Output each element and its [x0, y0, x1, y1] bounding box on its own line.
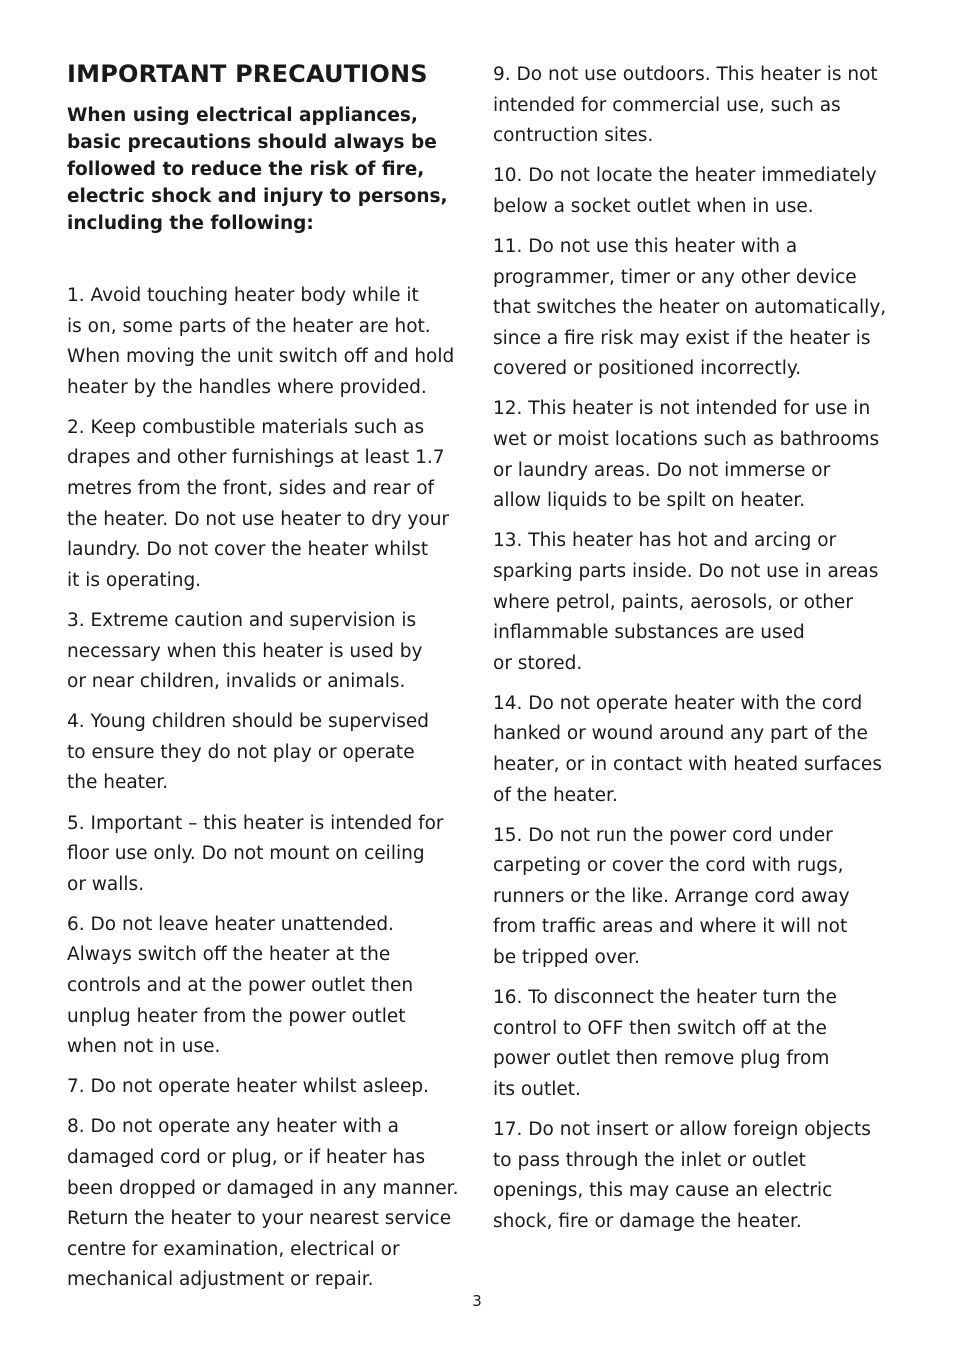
- precaution-line: programmer, timer or any other device: [493, 266, 857, 288]
- precaution-line: inflammable substances are used: [493, 622, 805, 644]
- precaution-line: 8. Do not operate any heater with a: [67, 1116, 399, 1138]
- precaution-line: 14. Do not operate heater with the cord: [493, 692, 863, 714]
- precaution-line: floor use only. Do not mount on ceiling: [67, 843, 425, 865]
- precaution-line: power outlet then remove plug from: [493, 1048, 830, 1070]
- right-precautions-list: [493, 60, 889, 1237]
- intro-line: When using electrical appliances,: [67, 105, 418, 126]
- precaution-line: 17. Do not insert or allow foreign objects: [493, 1119, 871, 1140]
- precaution-line: laundry. Do not cover the heater whilst: [67, 539, 429, 561]
- precaution-line: or near children, invalids or animals.: [67, 671, 406, 693]
- intro-line: followed to reduce the risk of fire,: [67, 159, 425, 180]
- precaution-item: [493, 983, 889, 1105]
- precaution-item: [493, 232, 889, 385]
- precaution-line: 12. This heater is not intended for use in: [493, 398, 871, 420]
- precaution-line: intended for commercial use, such as: [493, 94, 841, 116]
- intro-line: including the following:: [67, 213, 314, 234]
- precaution-item: [493, 821, 889, 974]
- precaution-line: from traffic areas and where it will not: [493, 916, 848, 938]
- precaution-line: heater, or in contact with heated surfaces: [493, 753, 882, 775]
- precaution-item: [67, 707, 463, 799]
- precaution-line: its outlet.: [493, 1078, 581, 1100]
- precaution-item: [493, 394, 889, 516]
- precaution-line: since a fire risk may exist if the heater is: [493, 327, 871, 349]
- precaution-line: the heater. Do not use heater to dry your: [67, 508, 450, 530]
- precaution-line: necessary when this heater is used by: [67, 640, 423, 662]
- page-number: 3: [472, 1292, 482, 1310]
- precaution-item: [493, 60, 889, 152]
- precaution-line: damaged cord or plug, or if heater has: [67, 1146, 426, 1168]
- precaution-line: 10. Do not locate the heater immediately: [493, 165, 877, 187]
- left-column: [67, 60, 463, 1296]
- precaution-line: openings, this may cause an electric: [493, 1180, 833, 1202]
- precaution-line: Always switch off the heater at the: [67, 944, 391, 966]
- precaution-item: [493, 689, 889, 811]
- precaution-line: When moving the unit switch off and hold: [67, 346, 455, 368]
- precaution-item: [493, 161, 889, 222]
- precaution-line: drapes and other furnishings at least 1.7: [67, 447, 445, 469]
- precaution-item: [493, 1115, 889, 1237]
- precaution-line: 13. This heater has hot and arcing or: [493, 530, 837, 552]
- precaution-item: [67, 281, 463, 403]
- precaution-line: to ensure they do not play or operate: [67, 741, 415, 763]
- precaution-line: allow liquids to be spilt on heater.: [493, 490, 806, 512]
- precaution-line: hanked or wound around any part of the: [493, 723, 868, 745]
- precaution-item: [67, 1072, 463, 1103]
- precaution-item: [67, 606, 463, 698]
- precaution-line: covered or positioned incorrectly.: [493, 358, 802, 380]
- precaution-line: centre for examination, electrical or: [67, 1238, 400, 1260]
- precaution-line: 5. Important – this heater is intended for: [67, 812, 444, 834]
- precaution-line: 7. Do not operate heater whilst asleep.: [67, 1076, 430, 1098]
- precaution-line: shock, fire or damage the heater.: [493, 1210, 802, 1232]
- precaution-line: sparking parts inside. Do not use in areas: [493, 560, 879, 582]
- precaution-line: 11. Do not use this heater with a: [493, 235, 798, 257]
- precaution-line: Return the heater to your nearest service: [67, 1208, 452, 1230]
- precaution-item: [493, 526, 889, 679]
- precaution-line: been dropped or damaged in any manner.: [67, 1177, 459, 1199]
- precaution-line: to pass through the inlet or outlet: [493, 1149, 806, 1171]
- precaution-line: be tripped over.: [493, 947, 640, 969]
- precaution-line: 6. Do not leave heater unattended.: [67, 913, 394, 935]
- precaution-line: when not in use.: [67, 1036, 221, 1058]
- precaution-line: or laundry areas. Do not immerse or: [493, 459, 831, 481]
- precaution-line: 15. Do not run the power cord under: [493, 824, 833, 846]
- page-title: IMPORTANT PRECAUTIONS: [67, 60, 428, 88]
- precaution-item: [67, 809, 463, 901]
- left-precautions-list: [67, 281, 463, 1296]
- precaution-line: 3. Extreme caution and supervision is: [67, 609, 417, 631]
- intro-paragraph: [67, 102, 463, 237]
- precaution-line: the heater.: [67, 772, 169, 794]
- precaution-line: 4. Young children should be supervised: [67, 711, 429, 733]
- precaution-line: mechanical adjustment or repair.: [67, 1269, 374, 1291]
- precaution-line: controls and at the power outlet then: [67, 974, 414, 996]
- precaution-line: heater by the handles where provided.: [67, 376, 427, 398]
- precaution-line: runners or the like. Arrange cord away: [493, 885, 850, 907]
- precaution-line: carpeting or cover the cord with rugs,: [493, 855, 844, 877]
- precaution-line: metres from the front, sides and rear of: [67, 478, 435, 500]
- intro-line: electric shock and injury to persons,: [67, 186, 448, 207]
- precaution-line: wet or moist locations such as bathrooms: [493, 429, 880, 451]
- precaution-line: 9. Do not use outdoors. This heater is not: [493, 64, 878, 85]
- precaution-line: control to OFF then switch off at the: [493, 1017, 827, 1039]
- precaution-line: is on, some parts of the heater are hot.: [67, 315, 431, 337]
- precaution-line: or stored.: [493, 652, 583, 674]
- precaution-item: [67, 910, 463, 1063]
- precaution-line: 16. To disconnect the heater turn the: [493, 987, 837, 1009]
- precaution-line: where petrol, paints, aerosols, or other: [493, 591, 853, 613]
- intro-line: basic precautions should always be: [67, 132, 437, 153]
- precaution-item: [67, 1112, 463, 1296]
- precaution-line: 2. Keep combustible materials such as: [67, 416, 425, 438]
- precaution-line: it is operating.: [67, 569, 202, 591]
- precaution-item: [67, 413, 463, 597]
- precaution-line: unplug heater from the power outlet: [67, 1005, 406, 1027]
- precaution-line: of the heater.: [493, 784, 618, 806]
- right-column: [493, 60, 889, 1237]
- precaution-line: below a socket outlet when in use.: [493, 195, 814, 217]
- precaution-line: contruction sites.: [493, 125, 654, 147]
- precaution-line: or walls.: [67, 873, 145, 895]
- precaution-line: 1. Avoid touching heater body while it: [67, 285, 419, 306]
- precaution-line: that switches the heater on automatically,: [493, 297, 887, 319]
